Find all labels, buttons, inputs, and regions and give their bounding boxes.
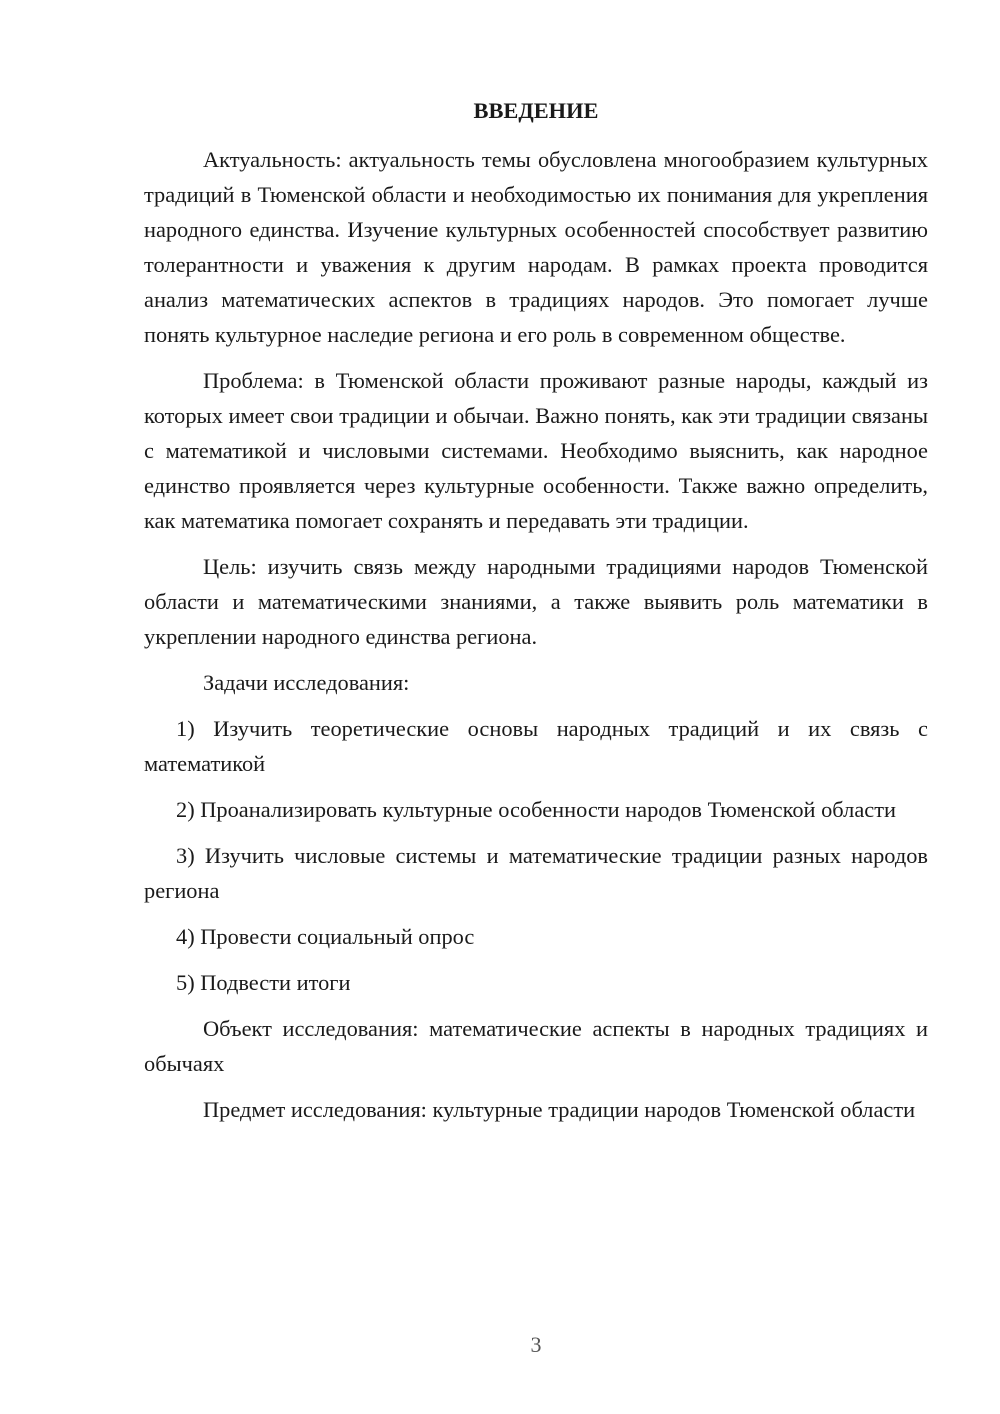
task-item-5: 5) Подвести итоги bbox=[176, 970, 351, 995]
page-content bbox=[144, 93, 928, 1138]
page-number: 3 bbox=[530, 1332, 542, 1357]
relevance-paragraph: Актуальность: актуальность темы обусловлена многообразием культурных традиций в Тюменской области и необходимостью их понимания для укрепления народного единства. Изучение культурных особенностей способствует развитию толерантности и уважения к другим народам. В рамках проекта проводится анализ математических аспектов в традициях народов. Это помогает лучше понять культурное наследие региона и его роль в современном обществе. bbox=[144, 147, 928, 347]
task-item-4: 4) Провести социальный опрос bbox=[176, 924, 475, 949]
task-item-1: 1) Изучить теоретические основы народных традиций и их связь с математикой bbox=[144, 716, 928, 776]
page-title: ВВЕДЕНИЕ bbox=[473, 98, 599, 123]
subject-paragraph: Предмет исследования: культурные традиции народов Тюменской области bbox=[203, 1097, 916, 1122]
task-item-2: 2) Проанализировать культурные особенности народов Тюменской области bbox=[176, 797, 896, 822]
tasks-heading: Задачи исследования: bbox=[203, 670, 410, 695]
object-paragraph: Объект исследования: математические аспекты в народных традициях и обычаях bbox=[144, 1016, 928, 1076]
task-item-3: 3) Изучить числовые системы и математические традиции разных народов региона bbox=[144, 843, 928, 903]
problem-paragraph: Проблема: в Тюменской области проживают разные народы, каждый из которых имеет свои традиции и обычаи. Важно понять, как эти традиции связаны с математикой и числовыми системами. Необходимо выяснить, как народное единство проявляется через культурные особенности. Также важно определить, как математика помогает сохранять и передавать эти традиции. bbox=[144, 368, 928, 533]
goal-paragraph: Цель: изучить связь между народными традициями народов Тюменской области и математическими знаниями, а также выявить роль математики в укреплении народного единства региона. bbox=[144, 554, 928, 649]
